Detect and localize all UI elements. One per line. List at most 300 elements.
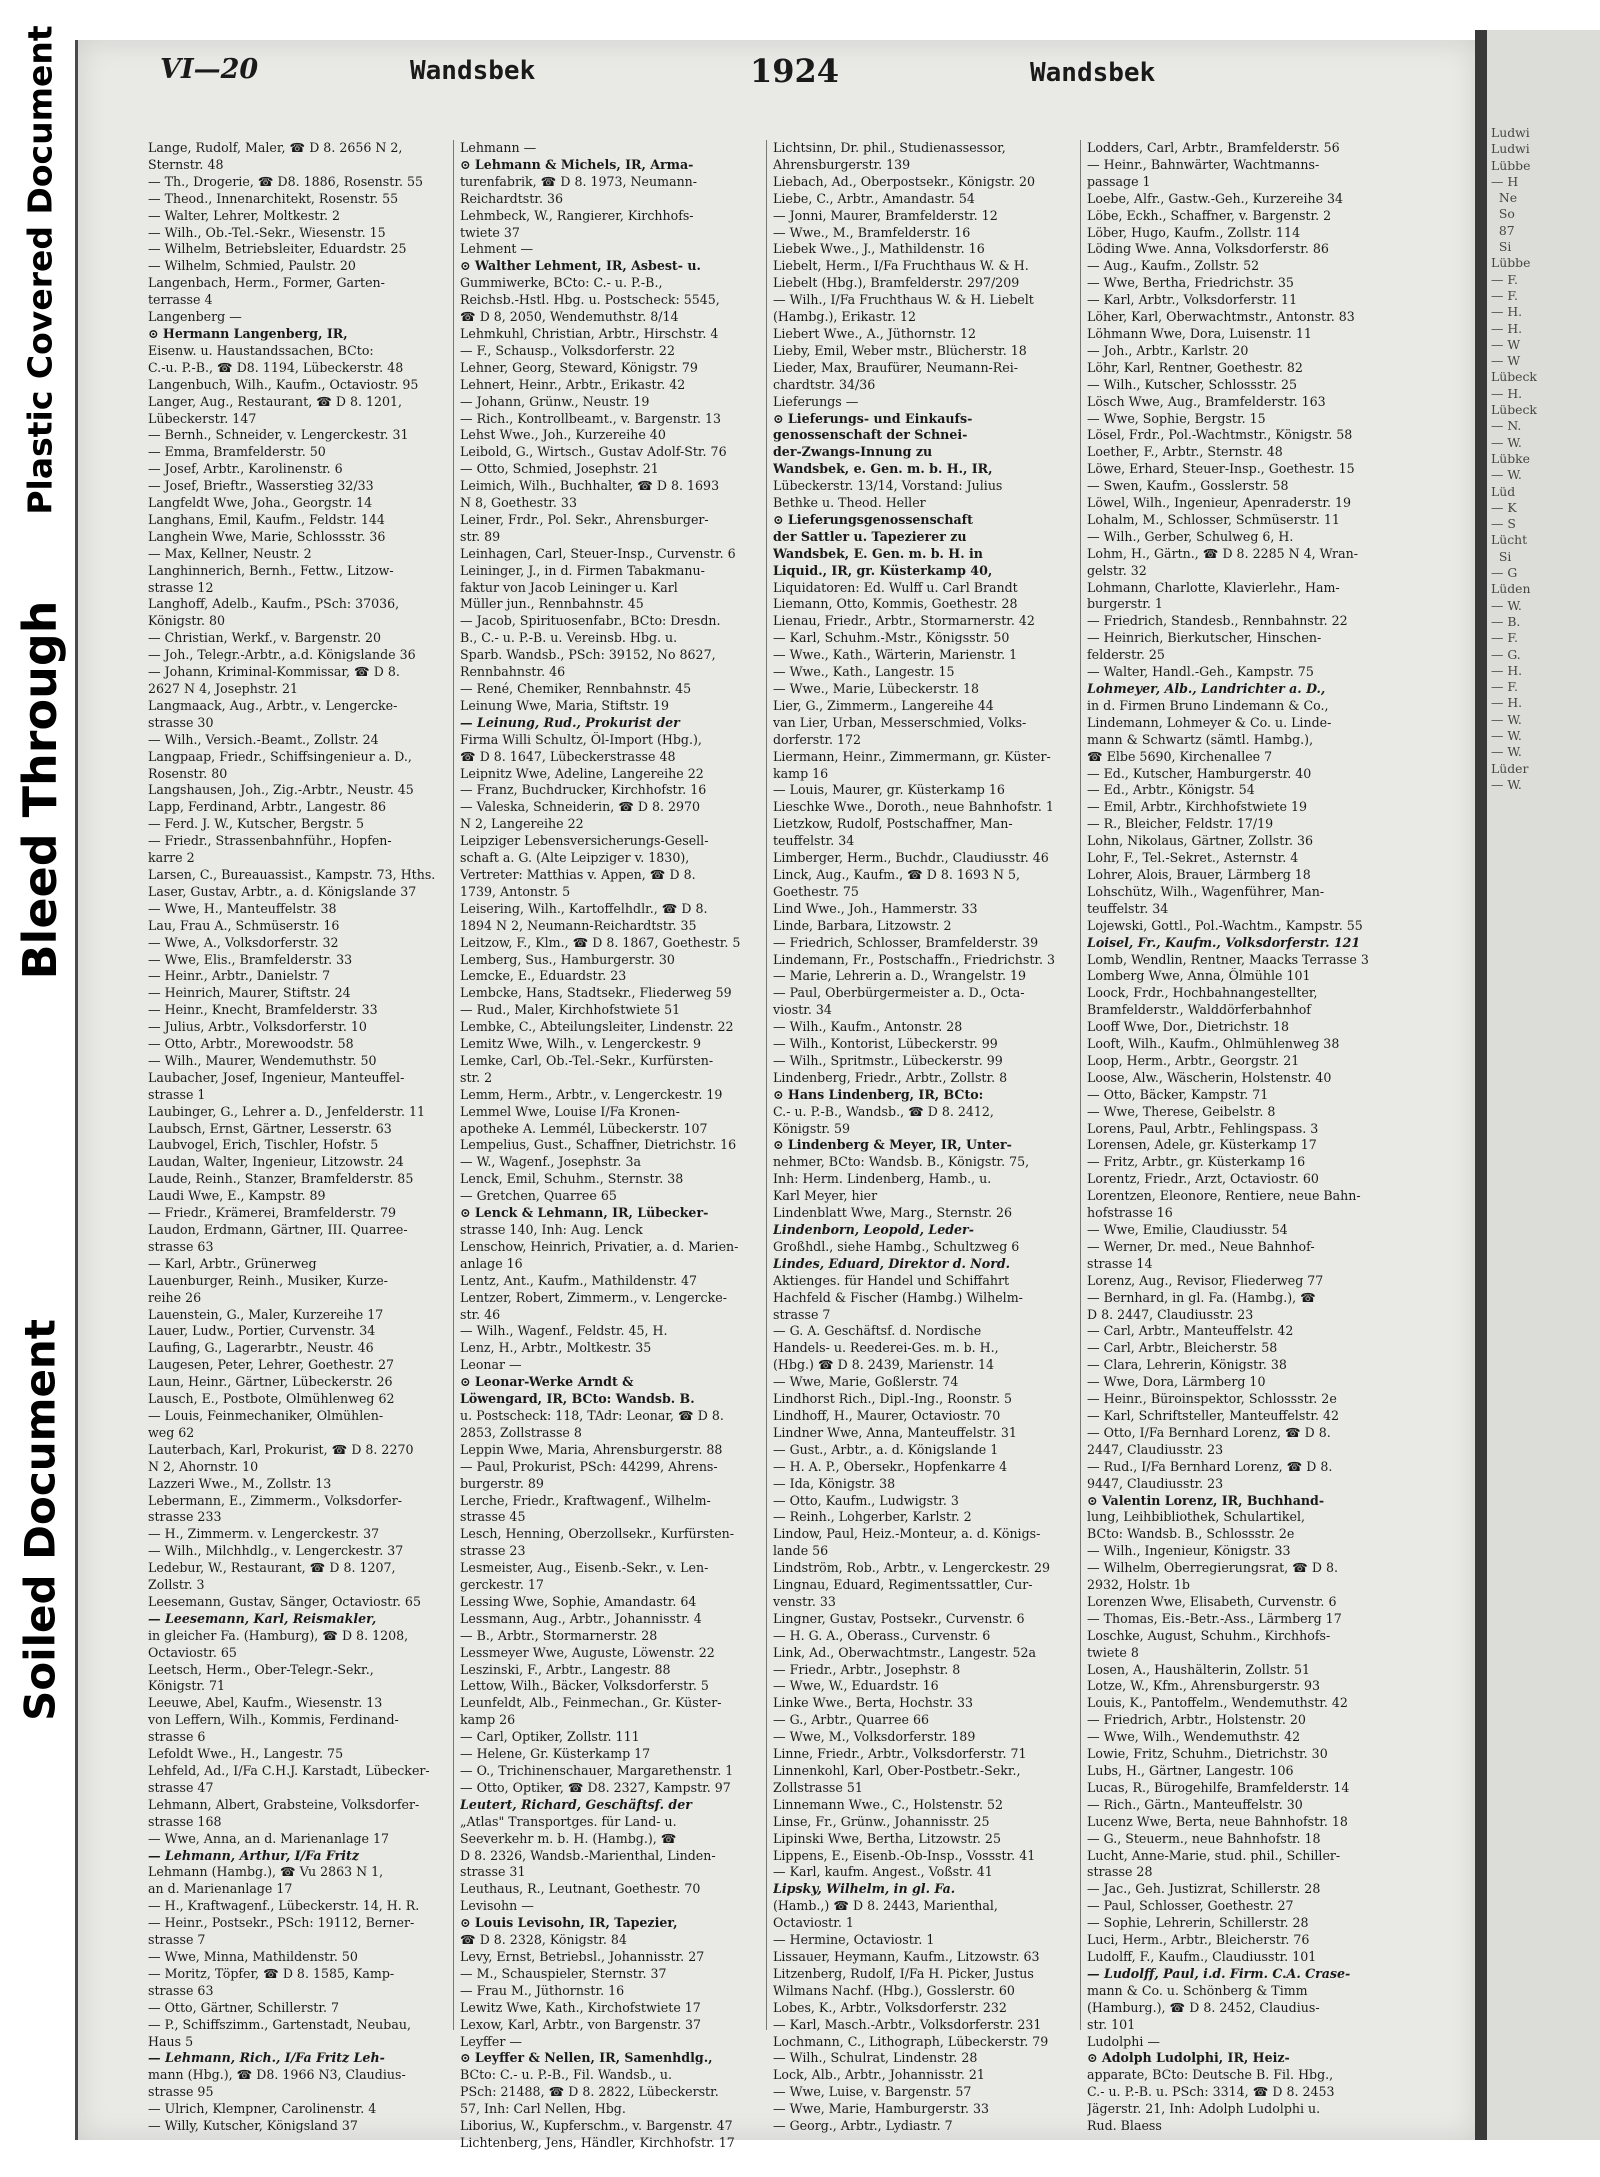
- directory-entry: weg 62: [148, 1424, 195, 1440]
- directory-entry: Leisering, Wilh., Kartoffelhdlr., ☎ D 8.: [460, 900, 708, 916]
- directory-entry: Looft, Wilh., Kaufm., Ohlmühlenweg 38: [1087, 1036, 1340, 1052]
- directory-entry: Goethestr. 75: [773, 883, 859, 899]
- directory-entry: Lauer, Ludw., Portier, Curvenstr. 34: [148, 1323, 376, 1339]
- directory-entry: D 8. 2326, Wandsb.-Marienthal, Linden-: [460, 1847, 716, 1863]
- directory-entry: Lehmkuhl, Christian, Arbtr., Hirschstr. 4: [460, 325, 719, 341]
- directory-entry: Linnenkohl, Karl, Ober-Postbetr.-Sekr.,: [773, 1763, 1021, 1778]
- directory-entry: Lauterbach, Karl, Prokurist, ☎ D 8. 2270: [148, 1441, 414, 1457]
- directory-entry: Leutert, Richard, Geschäftsf. der: [460, 1796, 692, 1812]
- directory-entry: — Max, Kellner, Neustr. 2: [148, 545, 312, 561]
- directory-entry: Langenberg —: [148, 309, 242, 325]
- page-gutter: [1475, 30, 1487, 2140]
- directory-entry: Liermann, Heinr., Zimmermann, gr. Küster-: [773, 748, 1051, 764]
- directory-entry: — Otto, Bäcker, Kampstr. 71: [1087, 1086, 1269, 1102]
- directory-entry: Lohr, F., Tel.-Sekret., Asternstr. 4: [1087, 850, 1299, 866]
- directory-entry: Reichsb.-Hstl. Hbg. u. Postscheck: 5545,: [460, 292, 720, 308]
- directory-entry: turenfabrik, ☎ D 8. 1973, Neumann-: [460, 173, 698, 189]
- directory-entry: Löwengard, IR, BCto: Wandsb. B.: [460, 1391, 695, 1407]
- directory-entry: — Wilh., Maurer, Wendemuthstr. 50: [148, 1052, 377, 1068]
- directory-entry: Lietzkow, Rudolf, Postschaffner, Man-: [773, 816, 1013, 832]
- directory-entry: Octaviostr. 1: [773, 1915, 854, 1931]
- directory-entry: — G., Arbtr., Quarree 66: [773, 1712, 930, 1728]
- directory-entry: apparate, BCto: Deutsche B. Fil. Hbg.,: [1087, 2067, 1334, 2083]
- directory-entry: — Wwe, Sophie, Bergstr. 15: [1087, 410, 1266, 426]
- directory-entry: Ahrensburgerstr. 139: [773, 156, 911, 172]
- directory-entry: — Karl, kaufm. Angest., Voßstr. 41: [773, 1864, 993, 1880]
- directory-entry: — Friedr., Strassenbahnführ., Hopfen-: [148, 833, 392, 849]
- directory-entry: — Emil, Arbtr., Kirchhofstwiete 19: [1087, 799, 1307, 815]
- directory-entry: — Friedrich, Arbtr., Holstenstr. 20: [1087, 1712, 1306, 1728]
- directory-entry: faktur von Jacob Leininger u. Karl: [460, 579, 678, 595]
- directory-entry: Wandsbek, e. Gen. m. b. H., IR,: [773, 461, 993, 477]
- directory-entry: — Wilh., Wagenf., Feldstr. 45, H.: [460, 1323, 668, 1339]
- directory-entry: strasse 30: [148, 714, 214, 730]
- directory-entry: — Friedr., Krämerei, Bramfelderstr. 79: [148, 1205, 396, 1221]
- directory-entry: Loop, Herm., Arbtr., Georgstr. 21: [1087, 1052, 1300, 1068]
- directory-entry: Lieschke Wwe., Doroth., neue Bahnhofstr. 1: [773, 799, 1054, 815]
- directory-entry: BCto: C.- u. P.-B., Fil. Wandsb., u.: [460, 2067, 673, 2083]
- directory-entry: ⊙ Walther Lehment, IR, Asbest- u.: [460, 258, 701, 274]
- directory-entry: — Paul, Oberbürgermeister a. D., Octa-: [773, 985, 1025, 1001]
- directory-entry: Lucht, Anne-Marie, stud. phil., Schiller-: [1087, 1847, 1341, 1863]
- directory-entry: str. 89: [460, 528, 501, 544]
- directory-entry: Lucenz Wwe, Berta, neue Bahnhofstr. 18: [1087, 1813, 1348, 1829]
- directory-entry: Liebe, C., Arbtr., Amandastr. 54: [773, 190, 975, 206]
- directory-entry: Lessmeyer Wwe, Auguste, Löwenstr. 22: [460, 1644, 715, 1660]
- directory-entry: Linde, Barbara, Litzowstr. 2: [773, 917, 952, 933]
- directory-entry: strasse 7: [773, 1306, 831, 1322]
- directory-entry: — Carl, Optiker, Zollstr. 111: [460, 1729, 640, 1745]
- directory-entry: — Aug., Kaufm., Zollstr. 52: [1087, 258, 1260, 274]
- directory-entry: strasse 28: [1087, 1864, 1153, 1880]
- directory-entry: — Otto, Schmied, Josephstr. 21: [460, 461, 659, 477]
- directory-entry: dorferstr. 172: [773, 731, 862, 747]
- directory-entry: — Wilhelm, Schmied, Paulstr. 20: [148, 258, 356, 274]
- directory-entry: C.- u. P.-B., Wandsb., ☎ D 8. 2412,: [773, 1103, 994, 1119]
- directory-entry: Lindhorst Rich., Dipl.-Ing., Roonstr. 5: [773, 1391, 1013, 1407]
- directory-entry: — Wwe., Kath., Langestr. 15: [773, 664, 955, 680]
- directory-entry: — Wwe, Minna, Mathildenstr. 50: [148, 1948, 358, 1964]
- directory-entry: strasse 63: [148, 1982, 214, 1998]
- directory-entry: Gummiwerke, BCto: C.- u. P.-B.,: [460, 275, 663, 291]
- directory-entry: Rosenstr. 80: [148, 765, 228, 781]
- directory-entry: — Carl, Arbtr., Manteuffelstr. 42: [1087, 1323, 1294, 1339]
- directory-entry: — Louis, Maurer, gr. Küsterkamp 16: [773, 782, 1005, 798]
- directory-entry: anlage 16: [460, 1255, 523, 1271]
- directory-entry: ☎ D 8, 2050, Wendemuthstr. 8/14: [460, 309, 679, 325]
- directory-entry: — Karl, Masch.-Arbtr., Volksdorferstr. 231: [773, 2016, 1042, 2032]
- directory-entry: Lochmann, C., Lithograph, Lübeckerstr. 79: [773, 2033, 1049, 2049]
- directory-entry: Ludolphi —: [1087, 2033, 1160, 2049]
- directory-entry: Lazzeri Wwe., M., Zollstr. 13: [148, 1475, 332, 1491]
- directory-entry: — H. G. A., Oberass., Curvenstr. 6: [773, 1627, 991, 1643]
- directory-entry: — Marie, Lehrerin a. D., Wrangelstr. 19: [773, 968, 1026, 984]
- directory-entry: — Louis, Feinmechaniker, Olmühlen-: [148, 1407, 384, 1423]
- directory-entry: 2627 N 4, Josephstr. 21: [148, 681, 299, 696]
- directory-entry: — W., Wagenf., Josephstr. 3a: [460, 1154, 641, 1170]
- directory-entry: Lomberg Wwe, Anna, Ölmühle 101: [1087, 968, 1311, 984]
- directory-entry: Lindes, Eduard, Direktor d. Nord.: [773, 1255, 1011, 1271]
- directory-entry: teuffelstr. 34: [1087, 900, 1169, 916]
- directory-entry: kamp 16: [773, 765, 829, 781]
- directory-entry: Lesch, Henning, Oberzollsekr., Kurfürsten-: [460, 1526, 735, 1542]
- directory-entry: Lucas, R., Bürogehilfe, Bramfelderstr. 14: [1087, 1779, 1350, 1795]
- directory-entry: — Leinung, Rud., Prokurist der: [460, 714, 680, 730]
- directory-entry: — Rich., Kontrollbeamt., v. Bargenstr. 13: [460, 410, 722, 426]
- directory-entry: Lojewski, Gottl., Pol.-Wachtm., Kampstr. 55: [1087, 917, 1363, 933]
- directory-entry: strasse 1: [148, 1086, 206, 1102]
- directory-entry: Ludolff, F., Kaufm., Claudiusstr. 101: [1087, 1948, 1317, 1964]
- directory-entry: — Frau M., Jüthornstr. 16: [460, 1982, 625, 1998]
- directory-entry: — Wwe, Luise, v. Bargenstr. 57: [773, 2084, 972, 2100]
- directory-entry: — Ulrich, Klempner, Carolinenstr. 4: [148, 2101, 377, 2117]
- directory-entry: Loose, Alw., Wäscherin, Holstenstr. 40: [1087, 1069, 1332, 1085]
- directory-entry: — Wilh., Milchhdlg., v. Lengerckestr. 37: [148, 1543, 404, 1559]
- directory-entry: — Bernh., Schneider, v. Lengerckestr. 31: [148, 427, 409, 443]
- label-plastic-covered: Plastic Covered Document: [20, 25, 60, 515]
- directory-entry: viostr. 34: [773, 1002, 832, 1018]
- directory-entry: — Sophie, Lehrerin, Schillerstr. 28: [1087, 1915, 1309, 1931]
- directory-entry: Firma Willi Schultz, Öl-Import (Hbg.),: [460, 731, 702, 747]
- directory-entry: kamp 26: [460, 1712, 516, 1728]
- directory-entry: — Heinr., Knecht, Bramfelderstr. 33: [148, 1002, 378, 1018]
- directory-entry: Lenschow, Heinrich, Privatier, a. d. Marien-: [460, 1238, 739, 1254]
- directory-entry: Löbe, Eckh., Schaffner, v. Bargenstr. 2: [1087, 207, 1332, 223]
- directory-entry: Lohmann, Charlotte, Klavierlehr., Ham-: [1087, 579, 1340, 595]
- directory-entry: Königstr. 71: [148, 1678, 226, 1694]
- directory-entry: Looff Wwe, Dor., Dietrichstr. 18: [1087, 1019, 1290, 1035]
- directory-entry: Leetsch, Herm., Ober-Telegr.-Sekr.,: [148, 1661, 374, 1677]
- directory-entry: (Hbg.) ☎ D 8. 2439, Marienstr. 14: [773, 1357, 995, 1373]
- directory-entry: schaft a. G. (Alte Leipziger v. 1830),: [460, 850, 690, 866]
- directory-entry: N 2, Langereihe 22: [460, 816, 584, 832]
- directory-entry: ⊙ Lieferungsgenossenschaft: [773, 511, 973, 527]
- directory-entry: 1739, Antonstr. 5: [460, 883, 571, 899]
- directory-entry: Linse, Fr., Grünw., Johannisstr. 25: [773, 1813, 990, 1829]
- column-divider: [453, 140, 454, 2030]
- directory-entry: Karl Meyer, hier: [773, 1188, 878, 1204]
- directory-entry: 2932, Holstr. 1b: [1087, 1577, 1190, 1593]
- directory-entry: — G., Steuerm., neue Bahnhofstr. 18: [1087, 1830, 1321, 1846]
- directory-entry: Müller jun., Rennbahnstr. 45: [460, 596, 644, 612]
- directory-entry: — Clara, Lehrerin, Königstr. 38: [1087, 1357, 1287, 1373]
- directory-entry: — Paul, Prokurist, PSch: 44299, Ahrens-: [460, 1458, 718, 1474]
- directory-entry: — Walter, Handl.-Geh., Kampstr. 75: [1087, 664, 1314, 680]
- directory-entry: Lemberg, Sus., Hamburgerstr. 30: [460, 951, 675, 967]
- directory-entry: — Karl, Arbtr., Volksdorferstr. 11: [1087, 292, 1298, 308]
- directory-entry: Lock, Alb., Arbtr., Johannisstr. 21: [773, 2067, 985, 2083]
- directory-entry: Levy, Ernst, Betriebsl., Johannisstr. 27: [460, 1948, 705, 1964]
- directory-column-2: [460, 140, 760, 2152]
- directory-entry: von Leffern, Wilh., Kommis, Ferdinand-: [148, 1712, 399, 1728]
- sidebar: [0, 0, 75, 2177]
- directory-entry: — Karl, Arbtr., Grünerweg: [148, 1255, 317, 1271]
- directory-entry: Lange, Rudolf, Maler, ☎ D 8. 2656 N 2,: [148, 140, 403, 155]
- directory-entry: — Wwe, H., Manteuffelstr. 38: [148, 900, 337, 916]
- directory-entry: Lichtenberg, Jens, Händler, Kirchhofstr. 17: [460, 2134, 735, 2150]
- directory-entry: ⊙ Lehmann & Michels, IR, Arma-: [460, 156, 694, 172]
- directory-entry: „Atlas" Transportges. für Land- u.: [460, 1813, 677, 1829]
- directory-entry: Lieferungs —: [773, 393, 859, 409]
- directory-entry: — Rud., Maler, Kirchhofstwiete 51: [460, 1002, 681, 1018]
- directory-entry: Laufing, G., Lagerarbtr., Neustr. 46: [148, 1340, 374, 1356]
- directory-entry: ⊙ Hans Lindenberg, IR, BCto:: [773, 1086, 984, 1102]
- directory-entry: Lösel, Frdr., Pol.-Wachtmstr., Königstr. 58: [1087, 427, 1353, 443]
- directory-entry: Leipziger Lebensversicherungs-Gesell-: [460, 833, 709, 849]
- directory-entry: — Wilh., I/Fa Fruchthaus W. & H. Liebelt: [773, 292, 1034, 308]
- directory-entry: burgerstr. 1: [1087, 596, 1163, 612]
- directory-entry: Liebelt, Herm., I/Fa Fruchthaus W. & H.: [773, 258, 1029, 274]
- directory-entry: Lerche, Friedr., Kraftwagenf., Wilhelm-: [460, 1492, 711, 1508]
- directory-entry: Lessing Wwe, Sophie, Amandastr. 64: [460, 1593, 697, 1609]
- directory-entry: Langmaack, Aug., Arbtr., v. Lengercke-: [148, 697, 398, 713]
- directory-entry: Lissauer, Heymann, Kaufm., Litzowstr. 63: [773, 1948, 1040, 1964]
- directory-entry: Inh: Herm. Lindenberg, Hamb., u.: [773, 1171, 992, 1187]
- directory-entry: Lipinski Wwe, Bertha, Litzowstr. 25: [773, 1830, 1001, 1846]
- directory-entry: strasse 47: [148, 1779, 214, 1795]
- directory-entry: — Johann, Kriminal-Kommissar, ☎ D 8.: [148, 664, 400, 680]
- directory-entry: C.- u. P.-B. u. PSch: 3314, ☎ D 8. 2453: [1087, 2084, 1335, 2100]
- directory-entry: — G. A. Geschäftsf. d. Nordische: [773, 1323, 982, 1339]
- directory-entry: Leeuwe, Abel, Kaufm., Wiesenstr. 13: [148, 1695, 383, 1711]
- directory-entry: — Carl, Arbtr., Bleicherstr. 58: [1087, 1340, 1278, 1356]
- directory-entry: — Christian, Werkf., v. Bargenstr. 20: [148, 630, 382, 646]
- directory-entry: burgerstr. 89: [460, 1475, 544, 1491]
- directory-column-1: [148, 140, 448, 2135]
- directory-entry: Lefoldt Wwe., H., Langestr. 75: [148, 1746, 344, 1762]
- directory-entry: — Karl, Schuhm.-Mstr., Königsstr. 50: [773, 630, 1010, 646]
- directory-entry: Laugesen, Peter, Lehrer, Goethestr. 27: [148, 1357, 395, 1373]
- directory-entry: Lembcke, Hans, Stadtsekr., Fliederweg 59: [460, 985, 732, 1001]
- directory-entry: — Jac., Geh. Justizrat, Schillerstr. 28: [1087, 1881, 1321, 1897]
- directory-entry: — Wwe, Anna, an d. Marienanlage 17: [148, 1830, 390, 1846]
- header-year: 1924: [750, 52, 840, 90]
- directory-entry: Laudon, Erdmann, Gärtner, III. Quarree-: [148, 1222, 408, 1237]
- directory-entry: str. 46: [460, 1306, 501, 1322]
- directory-entry: ☎ D 8. 1647, Lübeckerstrasse 48: [460, 748, 676, 764]
- directory-entry: Luci, Herm., Arbtr., Bleicherstr. 76: [1087, 1932, 1310, 1948]
- directory-entry: Bramfelderstr., Walddörferbahnhof: [1087, 1002, 1311, 1018]
- directory-entry: — Gretchen, Quarree 65: [460, 1188, 617, 1204]
- directory-entry: — Theod., Innenarchitekt, Rosenstr. 55: [148, 190, 399, 206]
- directory-entry: Liebelt (Hbg.), Bramfelderstr. 297/209: [773, 275, 1020, 291]
- directory-entry: Leinhagen, Carl, Steuer-Insp., Curvenstr. 6: [460, 545, 736, 561]
- directory-entry: ☎ Elbe 5690, Kirchenallee 7: [1087, 748, 1273, 764]
- directory-entry: Rennbahnstr. 46: [460, 664, 566, 680]
- directory-entry: Langer, Aug., Restaurant, ☎ D 8. 1201,: [148, 393, 403, 409]
- directory-entry: Loock, Frdr., Hochbahnangestellter,: [1087, 985, 1318, 1001]
- directory-entry: Lehmann —: [460, 140, 537, 155]
- directory-entry: Hachfeld & Fischer (Hambg.) Wilhelm-: [773, 1289, 1023, 1305]
- directory-entry: Litzenberg, Rudolf, I/Fa H. Picker, Justus: [773, 1965, 1034, 1981]
- directory-entry: — Ed., Arbtr., Königstr. 54: [1087, 782, 1255, 798]
- directory-entry: Lipsky, Wilhelm, in gl. Fa.: [773, 1881, 956, 1897]
- directory-entry: — P., Schiffszimm., Gartenstadt, Neubau,: [148, 2016, 411, 2032]
- directory-entry: Lemmel Wwe, Louise I/Fa Kronen-: [460, 1103, 680, 1119]
- directory-entry: — Wwe, Elis., Bramfelderstr. 33: [148, 951, 353, 967]
- directory-entry: — Franz, Buchdrucker, Kirchhofstr. 16: [460, 782, 707, 798]
- directory-entry: Lorenzen Wwe, Elisabeth, Curvenstr. 6: [1087, 1593, 1337, 1609]
- directory-entry: Leuthaus, R., Leutnant, Goethestr. 70: [460, 1881, 701, 1897]
- directory-entry: (Hamb.,) ☎ D 8. 2443, Marienthal,: [773, 1898, 998, 1914]
- page-header: [80, 48, 1400, 108]
- directory-entry: Lotze, W., Kfm., Ahrensburgerstr. 93: [1087, 1678, 1321, 1694]
- directory-entry: Lemke, Carl, Ob.-Tel.-Sekr., Kurfürsten-: [460, 1052, 714, 1068]
- directory-entry: Lehment —: [460, 241, 534, 257]
- directory-entry: — Wwe, M., Volksdorferstr. 189: [773, 1729, 976, 1745]
- directory-entry: venstr. 33: [773, 1593, 836, 1609]
- directory-entry: — Rich., Gärtn., Manteuffelstr. 30: [1087, 1796, 1303, 1812]
- directory-entry: Lenz, H., Arbtr., Moltkestr. 35: [460, 1340, 652, 1356]
- directory-entry: ☎ D 8. 2328, Königstr. 84: [460, 1932, 627, 1948]
- directory-entry: Langenbach, Herm., Former, Garten-: [148, 275, 385, 291]
- directory-entry: — Wwe., Marie, Lübeckerstr. 18: [773, 681, 980, 696]
- directory-entry: Löwe, Erhard, Steuer-Insp., Goethestr. 15: [1087, 461, 1355, 477]
- directory-entry: (Hambg.), Erikastr. 12: [773, 309, 916, 325]
- directory-column-4: [1087, 140, 1387, 2135]
- directory-entry: ⊙ Lindenberg & Meyer, IR, Unter-: [773, 1137, 1012, 1153]
- directory-entry: u. Postscheck: 118, TAdr: Leonar, ☎ D 8.: [460, 1407, 724, 1423]
- directory-entry: Lienau, Friedr., Arbtr., Stormarnerstr. 42: [773, 613, 1035, 629]
- directory-entry: ⊙ Hermann Langenberg, IR,: [148, 325, 348, 341]
- directory-entry: Lorentzen, Eleonore, Rentiere, neue Bahn-: [1087, 1188, 1361, 1204]
- directory-entry: Leyffer —: [460, 2033, 522, 2049]
- directory-entry: Lau, Frau A., Schmüserstr. 16: [148, 917, 340, 933]
- directory-entry: Link, Ad., Oberwachtmstr., Langestr. 52a: [773, 1644, 1036, 1660]
- directory-entry: Lexow, Karl, Arbtr., von Bargenstr. 37: [460, 2016, 702, 2032]
- directory-entry: Losen, A., Haushälterin, Zollstr. 51: [1087, 1661, 1311, 1677]
- directory-entry: Leininger, J., in d. Firmen Tabakmanu-: [460, 562, 705, 578]
- directory-entry: Liebek Wwe., J., Mathildenstr. 16: [773, 241, 985, 257]
- directory-entry: Liebach, Ad., Oberpostsekr., Königstr. 20: [773, 173, 1036, 189]
- directory-entry: Lübeckerstr. 13/14, Vorstand: Julius: [773, 478, 1003, 494]
- directory-entry: — Wwe, Dora, Lärmberg 10: [1087, 1374, 1266, 1390]
- directory-entry: Eisenw. u. Haustandssachen, BCto:: [148, 342, 374, 358]
- directory-entry: Jägerstr. 21, Inh: Adolph Ludolphi u.: [1087, 2101, 1321, 2117]
- directory-entry: Lindemann, Lohmeyer & Co. u. Linde-: [1087, 714, 1332, 730]
- directory-entry: Limberger, Herm., Buchdr., Claudiusstr. 46: [773, 850, 1049, 866]
- directory-entry: Loisel, Fr., Kaufm., Volksdorferstr. 121: [1087, 934, 1361, 950]
- directory-entry: — Heinr., Postsekr., PSch: 19112, Berner-: [148, 1915, 415, 1931]
- directory-entry: — Ida, Königstr. 38: [773, 1475, 896, 1491]
- directory-entry: Lippens, E., Eisenb.-Ob-Insp., Vossstr. 41: [773, 1847, 1036, 1863]
- directory-entry: teuffelstr. 34: [773, 833, 855, 849]
- directory-entry: — René, Chemiker, Rennbahnstr. 45: [460, 681, 692, 696]
- directory-entry: — Otto, Gärtner, Schillerstr. 7: [148, 1999, 340, 2015]
- directory-entry: B., C.- u. P.-B. u. Vereinsb. Hbg. u.: [460, 630, 678, 646]
- directory-entry: — Josef, Arbtr., Karolinenstr. 6: [148, 461, 343, 477]
- directory-entry: Laun, Heinr., Gärtner, Lübeckerstr. 26: [148, 1374, 393, 1390]
- directory-entry: — Wwe, Marie, Goßlerstr. 74: [773, 1374, 959, 1390]
- label-bleed-through: Bleed Through: [13, 600, 67, 980]
- directory-entry: Lebermann, E., Zimmerm., Volksdorfer-: [148, 1492, 403, 1508]
- directory-entry: — Wilh., Gerber, Schulweg 6, H.: [1087, 528, 1294, 544]
- directory-entry: Lübeckerstr. 147: [148, 410, 257, 426]
- directory-entry: — Wilh., Kaufm., Antonstr. 28: [773, 1019, 963, 1035]
- directory-entry: Langshausen, Joh., Zig.-Arbtr., Neustr. 45: [148, 782, 414, 798]
- directory-entry: Lapp, Ferdinand, Arbtr., Langestr. 86: [148, 799, 386, 815]
- column-divider: [1080, 140, 1081, 2030]
- directory-entry: Lehmann, Albert, Grabsteine, Volksdorfer-: [148, 1796, 420, 1812]
- directory-entry: Lohalm, M., Schlosser, Schmüserstr. 11: [1087, 511, 1340, 527]
- directory-entry: Lettow, Wilh., Bäcker, Volksdorferstr. 5: [460, 1678, 709, 1694]
- directory-entry: Langhinnerich, Bernh., Fettw., Litzow-: [148, 562, 394, 578]
- directory-entry: Lieby, Emil, Weber mstr., Blücherstr. 18: [773, 342, 1027, 358]
- directory-entry: der Sattler u. Tapezierer zu: [773, 528, 967, 544]
- directory-entry: nehmer, BCto: Wandsb. B., Königstr. 75,: [773, 1154, 1030, 1170]
- directory-entry: — Helene, Gr. Küsterkamp 17: [460, 1746, 651, 1762]
- directory-entry: strasse 63: [148, 1238, 214, 1254]
- directory-entry: — Wwe, Wilh., Wendemuthstr. 42: [1087, 1729, 1301, 1745]
- directory-entry: Laubvogel, Erich, Tischler, Hofstr. 5: [148, 1137, 379, 1153]
- directory-entry: Lindenblatt Wwe, Marg., Sternstr. 26: [773, 1205, 1012, 1221]
- directory-entry: ⊙ Valentin Lorenz, IR, Buchhand-: [1087, 1492, 1325, 1508]
- next-page-fragment-text: Ludwi Ludwi Lübbe — H Ne So 87 Si Lübbe — F. — F. — H. — H. — W — W Lübeck — H. Lübeck — N. — W. Lübke — W. Lüd — K — S Lücht Si — G Lüden — W. — B. — F. — G. — H. — F. — H. — W. — W. — W. Lüder — W.: [1491, 125, 1537, 792]
- directory-entry: — Wwe, Bertha, Friedrichstr. 35: [1087, 275, 1294, 291]
- directory-entry: mann & Co. u. Schönberg & Timm: [1087, 1982, 1308, 1998]
- directory-entry: strasse 14: [1087, 1255, 1153, 1271]
- directory-entry: — Moritz, Töpfer, ☎ D 8. 1585, Kamp-: [148, 1965, 395, 1981]
- directory-entry: Handels- u. Reederei-Ges. m. b. H.,: [773, 1340, 999, 1356]
- directory-entry: — Wilh., Kutscher, Schlossstr. 25: [1087, 376, 1298, 392]
- directory-entry: — Otto, I/Fa Bernhard Lorenz, ☎ D 8.: [1087, 1424, 1331, 1440]
- directory-entry: — Wwe., M., Bramfelderstr. 16: [773, 224, 971, 240]
- directory-entry: — Wilh., Schulrat, Lindenstr. 28: [773, 2050, 978, 2066]
- directory-entry: strasse 31: [460, 1864, 526, 1880]
- directory-entry: Loschke, August, Schuhm., Kirchhofs-: [1087, 1627, 1331, 1643]
- directory-entry: str. 101: [1087, 2016, 1136, 2032]
- directory-entry: Laubinger, G., Lehrer a. D., Jenfelderstr. 11: [148, 1103, 426, 1119]
- directory-entry: — Ferd. J. W., Kutscher, Bergstr. 5: [148, 816, 365, 832]
- directory-entry: Aktienges. für Handel und Schiffahrt: [773, 1272, 1010, 1288]
- directory-entry: an d. Marienanlage 17: [148, 1881, 293, 1897]
- directory-entry: felderstr. 25: [1087, 647, 1165, 663]
- directory-entry: Leonar —: [460, 1357, 522, 1373]
- directory-entry: 1894 N 2, Neumann-Reichardtstr. 35: [460, 917, 697, 933]
- directory-entry: Lomb, Wendlin, Rentner, Maacks Terrasse 3: [1087, 951, 1369, 967]
- directory-entry: Langhein Wwe, Marie, Schlossstr. 36: [148, 528, 386, 544]
- directory-entry: ⊙ Adolph Ludolphi, IR, Heiz-: [1087, 2050, 1290, 2066]
- directory-entry: Lohm, H., Gärtn., ☎ D 8. 2285 N 4, Wran-: [1087, 545, 1358, 561]
- directory-entry: Laser, Gustav, Arbtr., a. d. Königslande 37: [148, 883, 417, 899]
- directory-entry: Laubacher, Josef, Ingenieur, Manteuffel-: [148, 1069, 405, 1085]
- directory-entry: Lauenstein, G., Maler, Kurzereihe 17: [148, 1306, 384, 1322]
- page-number: VI—20: [160, 54, 259, 85]
- directory-entry: ⊙ Louis Levisohn, IR, Tapezier,: [460, 1915, 678, 1931]
- directory-entry: Lesmeister, Aug., Eisenb.-Sekr., v. Len-: [460, 1560, 709, 1576]
- directory-entry: — Otto, Kaufm., Ludwigstr. 3: [773, 1492, 959, 1508]
- directory-entry: Lehner, Georg, Steward, Königstr. 79: [460, 359, 698, 375]
- directory-entry: — O., Trichinenschauer, Margarethenstr. 1: [460, 1763, 734, 1778]
- directory-entry: BCto: Wandsb. B., Schlossstr. 2e: [1087, 1526, 1295, 1542]
- directory-entry: Lindenborn, Leopold, Leder-: [773, 1222, 974, 1237]
- directory-entry: Lehmbeck, W., Rangierer, Kirchhofs-: [460, 207, 694, 223]
- directory-entry: karre 2: [148, 850, 195, 866]
- directory-entry: Leppin Wwe, Maria, Ahrensburgerstr. 88: [460, 1441, 723, 1457]
- directory-entry: Großhdl., siehe Hambg., Schultzweg 6: [773, 1238, 1020, 1254]
- directory-entry: Seeverkehr m. b. H. (Hambg.), ☎: [460, 1830, 677, 1846]
- directory-entry: — Johann, Grünw., Neustr. 19: [460, 393, 650, 409]
- directory-entry: mann (Hbg.), ☎ D8. 1966 N3, Claudius-: [148, 2067, 406, 2083]
- directory-entry: Leimich, Wilh., Buchhalter, ☎ D 8. 1693: [460, 478, 720, 494]
- directory-entry: Leunfeldt, Alb., Feinmechan., Gr. Küster-: [460, 1695, 722, 1711]
- directory-entry: Bethke u. Theod. Heller: [773, 495, 926, 511]
- directory-entry: Wandsbek, E. Gen. m. b. H. in: [773, 545, 983, 561]
- directory-entry: — Fritz, Arbtr., gr. Küsterkamp 16: [1087, 1154, 1306, 1170]
- directory-entry: Lingner, Gustav, Postsekr., Curvenstr. 6: [773, 1610, 1025, 1626]
- directory-entry: Levisohn —: [460, 1898, 534, 1914]
- directory-entry: strasse 233: [148, 1509, 222, 1525]
